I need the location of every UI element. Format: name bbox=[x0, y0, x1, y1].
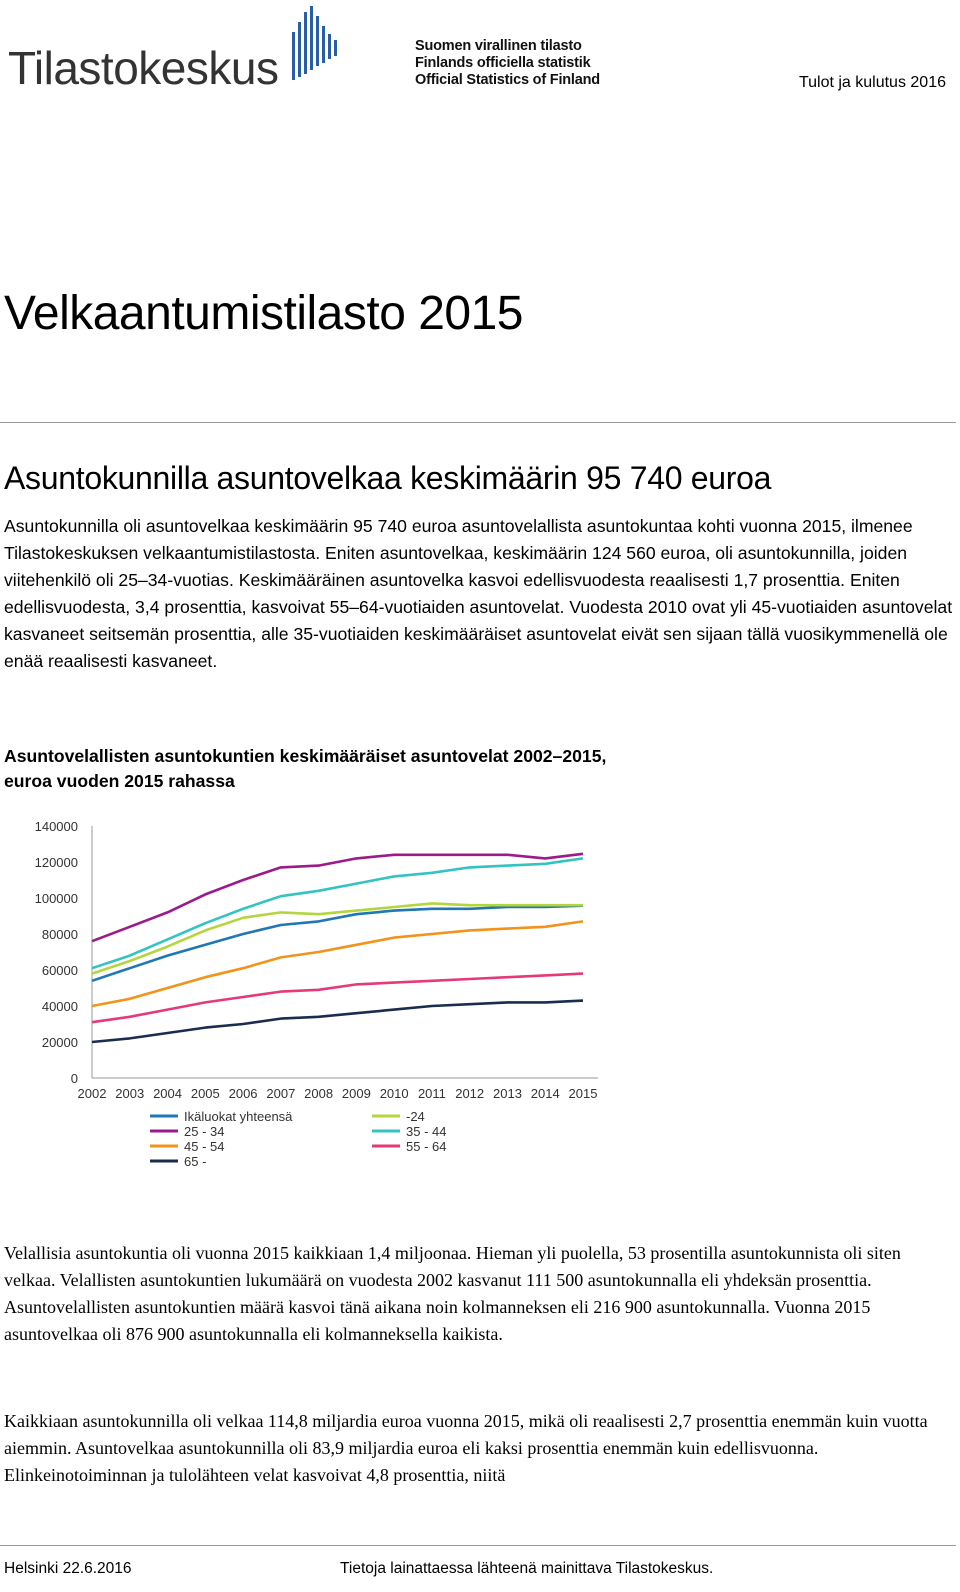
series-line-0 bbox=[92, 906, 583, 981]
y-tick-label: 40000 bbox=[41, 999, 78, 1014]
series-line-6 bbox=[92, 1001, 583, 1042]
official-line-sv: Finlands officiella statistik bbox=[415, 55, 591, 71]
legend-label: Ikäluokat yhteensä bbox=[184, 1109, 293, 1124]
x-tick-label: 2010 bbox=[379, 1086, 409, 1101]
x-tick-label: 2002 bbox=[77, 1086, 107, 1101]
x-tick-label: 2009 bbox=[341, 1086, 371, 1101]
page-header bbox=[0, 0, 960, 110]
y-tick-label: 100000 bbox=[34, 891, 78, 906]
title-divider bbox=[0, 422, 956, 423]
legend-label: 35 - 44 bbox=[406, 1124, 447, 1139]
x-tick-label: 2011 bbox=[417, 1086, 446, 1101]
footer-note: Tietoja lainattaessa lähteenä mainittava Tilastokeskus. bbox=[340, 1560, 714, 1577]
legend-label: 45 - 54 bbox=[184, 1139, 225, 1154]
logo-wordmark: Tilastokeskus bbox=[8, 42, 279, 94]
x-tick-label: 2003 bbox=[115, 1086, 145, 1101]
debt-line-chart bbox=[0, 812, 620, 1172]
footer-divider bbox=[0, 1545, 956, 1546]
official-statistics-label bbox=[415, 38, 600, 89]
y-tick-label: 80000 bbox=[41, 927, 78, 942]
y-tick-label: 20000 bbox=[41, 1035, 78, 1050]
publication-series: Tulot ja kulutus 2016 bbox=[798, 74, 946, 91]
x-tick-label: 2008 bbox=[304, 1086, 334, 1101]
body-paragraph-2: Kaikkiaan asuntokunnilla oli velkaa 114,8 miljardia euroa vuonna 2015, mikä oli reaalisesti 2,7 prosenttia enemmän kuin vuotta aiemmin. Asuntovelkaa asuntokunnilla oli 83,9 miljardia euroa eli kaksi prosenttia enemmän kuin edellisvuonna. Elinkeinotoiminnan ja tulolähteen velat kasvoivat 4,8 prosenttia, niitä bbox=[4, 1411, 928, 1485]
tilastokeskus-logo bbox=[6, 4, 346, 96]
lead-paragraph: Asuntokunnilla oli asuntovelkaa keskimäärin 95 740 euroa asuntovelallista asuntokuntaa kohti vuonna 2015, ilmenee Tilastokeskuksen velkaantumistilastosta. Eniten asuntovelkaa, keskimäärin 124 560 euroa, oli asuntokunnilla, joiden viitehenkilö oli 25–34-vuotias. Keskimääräinen asuntovelka kasvoi edellisvuodesta reaalisesti 1,7 prosenttia. Eniten edellisvuodesta, 3,4 prosenttia, kasvoivat 55–64-vuotiaiden asuntovelat. Vuodesta 2010 ovat yli 45-vuotiaiden asuntovelat kasvaneet seitsemän prosenttia, alle 35-vuotiaiden keskimääräiset asuntovelat eivät sen sijaan tällä vuosikymmenellä ole enää reaalisesti kasvaneet. bbox=[4, 516, 953, 671]
x-tick-label: 2006 bbox=[228, 1086, 258, 1101]
series-lines bbox=[92, 854, 583, 1042]
x-tick-label: 2013 bbox=[493, 1086, 522, 1101]
y-tick-label: 0 bbox=[70, 1071, 78, 1086]
x-tick-label: 2012 bbox=[455, 1086, 485, 1101]
series-line-4 bbox=[92, 921, 583, 1006]
x-tick-label: 2015 bbox=[568, 1086, 598, 1101]
chart-legend bbox=[150, 1109, 446, 1169]
page-title: Velkaantumistilasto 2015 bbox=[4, 287, 523, 340]
legend-label: -24 bbox=[406, 1109, 425, 1124]
y-tick-label: 120000 bbox=[34, 855, 78, 870]
y-axis-labels bbox=[35, 819, 78, 1086]
x-tick-label: 2004 bbox=[153, 1086, 182, 1101]
official-line-en: Official Statistics of Finland bbox=[415, 72, 600, 88]
y-tick-label: 60000 bbox=[41, 963, 78, 978]
x-tick-label: 2005 bbox=[190, 1086, 220, 1101]
x-tick-label: 2007 bbox=[266, 1086, 296, 1101]
x-axis-labels bbox=[78, 1086, 598, 1101]
official-line-fi: Suomen virallinen tilasto bbox=[415, 38, 582, 54]
body-paragraph-1: Velallisia asuntokuntia oli vuonna 2015 kaikkiaan 1,4 miljoonaa. Hieman yli puolella, 53 prosentilla asuntokunnista oli siten velkaa. Velallisten asuntokuntien lukumäärä on vuodesta 2002 kasvanut 111 500 asuntokunnalla eli yhdeksän prosenttia. Asuntovelallisten asuntokuntien määrä kasvoi tänä aikana noin kolmanneksen eli 216 900 asuntokunnalla. Vuonna 2015 asuntovelkaa oli 876 900 asuntokunnalla eli kolmanneksella kaikista. bbox=[4, 1243, 901, 1344]
footer-date: Helsinki 22.6.2016 bbox=[4, 1560, 132, 1577]
chart-caption: Asuntovelallisten asuntokuntien keskimääräiset asuntovelat 2002–2015, euroa vuoden 2015 rahassa bbox=[4, 746, 607, 791]
legend-label: 25 - 34 bbox=[184, 1124, 225, 1139]
legend-label: 65 - bbox=[184, 1154, 207, 1169]
main-heading: Asuntokunnilla asuntovelkaa keskimäärin 95 740 euroa bbox=[4, 460, 772, 496]
legend-label: 55 - 64 bbox=[406, 1139, 447, 1154]
y-tick-label: 140000 bbox=[34, 819, 78, 834]
x-tick-label: 2014 bbox=[530, 1086, 560, 1101]
logo-bars-icon bbox=[292, 6, 337, 80]
